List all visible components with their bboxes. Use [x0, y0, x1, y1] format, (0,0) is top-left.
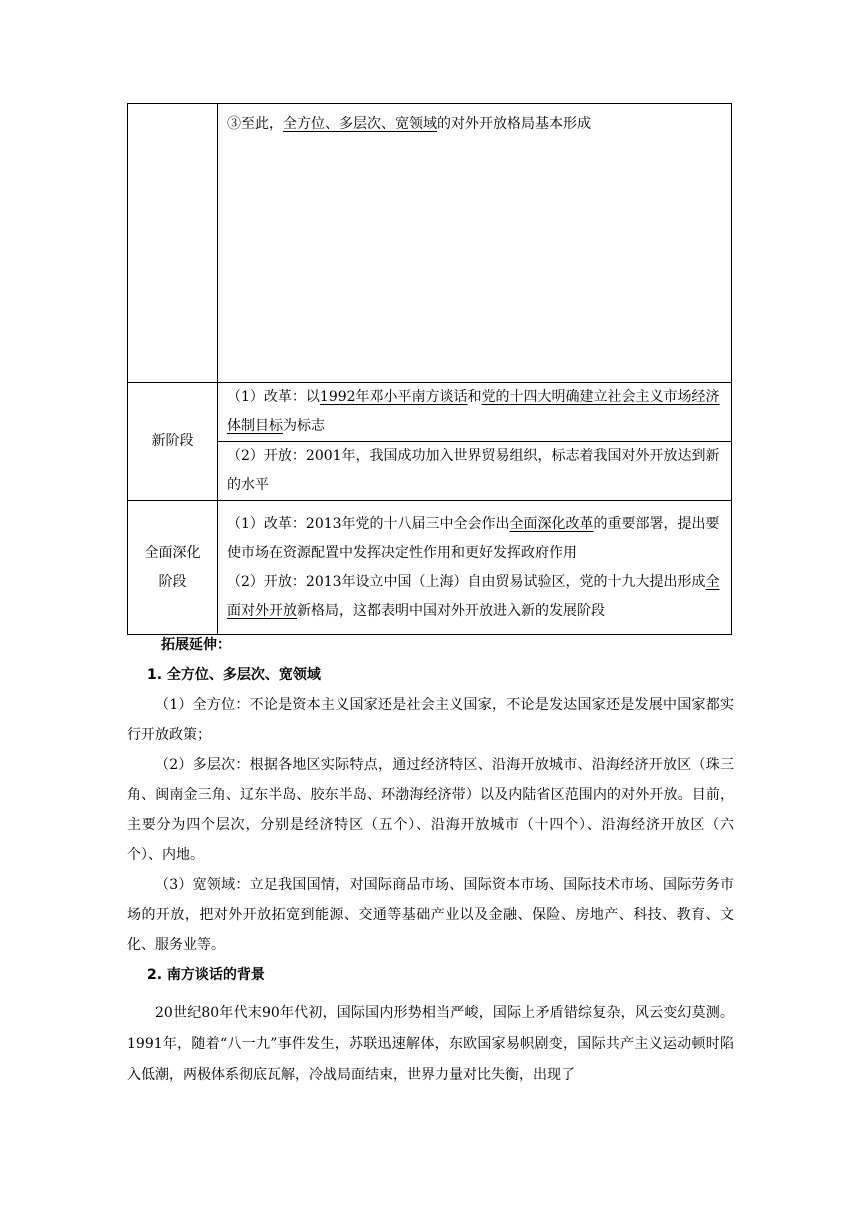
- table-text: （1）改革：以: [227, 389, 320, 405]
- section-heading-1: 1. 全方位、多层次、宽领域: [147, 667, 321, 683]
- table-item: [227, 568, 725, 626]
- reform-stages-table: [127, 103, 732, 635]
- stage-cell-new-stage: 新阶段: [128, 383, 218, 501]
- table-row: [128, 104, 732, 383]
- stage-cell-deepening-stage: [128, 501, 218, 635]
- extension-section: [127, 630, 734, 1091]
- table-row: [128, 383, 732, 442]
- table-text: 新格局，这都表明中国对外开放进入新的发展阶段: [297, 602, 605, 619]
- stage-cell: [128, 104, 218, 383]
- stage-label: 全面深化阶段: [144, 544, 201, 590]
- extension-heading: 拓展延伸：: [161, 637, 231, 653]
- underlined-term: 党的十四大明确建立社会主义市场经济体制目标: [227, 389, 720, 434]
- table-text: （1）改革：2013年党的十八届三中全会作出: [227, 515, 510, 532]
- table-text: 的重要部署，提出要使市场在资源配置中发挥决定性作用和更好发挥政府作用: [227, 515, 720, 561]
- table-text: （2）开放：2001年，我国成功加入世界贸易组织，标志着我国对外开放达到新的水平: [227, 448, 720, 493]
- content-cell: [218, 104, 732, 383]
- table-item: [227, 510, 725, 568]
- table-text: 和: [467, 389, 482, 405]
- underlined-term: 1992年邓小平南方谈话: [319, 389, 468, 405]
- table-text: （2）开放：2013年设立中国（上海）自由贸易试验区，党的十九大提出形成: [227, 573, 706, 590]
- table-text: 为标志: [283, 418, 325, 434]
- table-row: [128, 501, 732, 635]
- paragraph: 20世纪80年代末90年代初，国际国内形势相当严峻，国际上矛盾错综复杂，风云变幻莫测。1991年，随着“八一九”事件发生，苏联迅速解体，东欧国家易帜剧变，国际共产主义运动顿时陷入低潮，两极体系彻底瓦解，冷战局面结束，世界力量对比失衡，出现了: [127, 1005, 734, 1083]
- underlined-term: 全方位、多层次、宽领域: [283, 116, 437, 132]
- content-cell: [218, 383, 732, 442]
- content-cell: [218, 442, 732, 501]
- table-text: ③至此，: [227, 116, 283, 132]
- paragraph: （3）宽领域：立足我国国情，对国际商品市场、国际资本市场、国际技术市场、国际劳务市场的开放，把对外开放拓宽到能源、交通等基础产业以及金融、保险、房地产、科技、教育、文化、服务业等。: [127, 877, 734, 953]
- section-heading-2: 2. 南方谈话的背景: [147, 967, 265, 983]
- paragraph: （1）全方位：不论是资本主义国家还是社会主义国家，不论是发达国家还是发展中国家都实行开放政策；: [127, 697, 734, 743]
- table-text: 的对外开放格局基本形成: [437, 116, 591, 132]
- paragraph: （2）多层次：根据各地区实际特点，通过经济特区、沿海开放城市、沿海经济开放区（珠三角、闽南金三角、辽东半岛、胶东半岛、环渤海经济带）以及内陆省区范围内的对外开放。目前，主要分为四个层次，分别是经济特区（五个）、沿海开放城市（十四个）、沿海经济开放区（六个）、内地。: [127, 757, 734, 863]
- underlined-term: 全面对外开放: [227, 573, 720, 619]
- content-cell: [218, 501, 732, 635]
- table-row: [128, 442, 732, 501]
- underlined-term: 全面深化改革: [509, 515, 594, 532]
